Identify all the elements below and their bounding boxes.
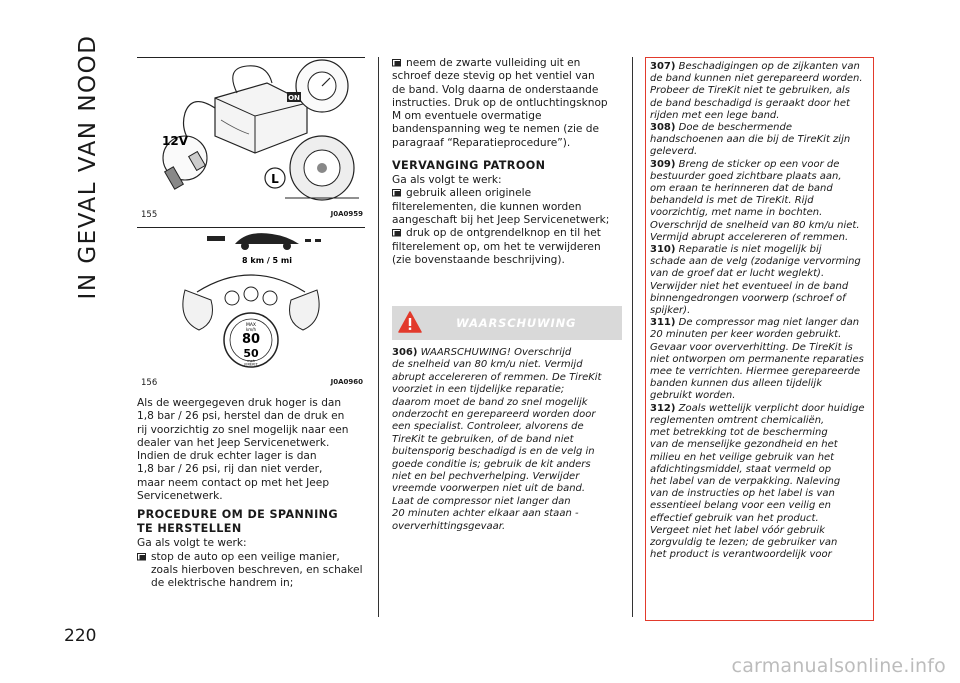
firekit-label: FIREKIT — [244, 362, 258, 367]
l-label: L — [271, 172, 279, 186]
note-number: 309) — [650, 158, 676, 170]
text-line: milieu en het veilige gebruik van het — [650, 451, 835, 463]
text-line: voorziet in een tijdelijke reparatie; — [392, 384, 565, 396]
column-1-text — [137, 397, 369, 591]
text-line: spijker). — [650, 305, 691, 317]
speed-distance-label: 8 km / 5 mi — [242, 256, 292, 265]
notes-list — [650, 61, 872, 561]
text-line: Doe de beschermende — [678, 122, 793, 134]
text-line: De compressor mag niet langer dan — [678, 317, 860, 329]
note-number: 306) — [392, 347, 418, 358]
text-line: Breng de sticker op een voor de — [678, 158, 840, 170]
note-308 — [650, 122, 872, 159]
mph-label: mph — [247, 359, 255, 363]
text-line: afdichtingsmiddel, staat vermeld op — [650, 463, 832, 475]
speed-sticker-illustration — [137, 230, 365, 370]
text-line: de snelheid van 80 km/u niet. Vermijd — [392, 359, 583, 371]
intro-paragraph — [137, 397, 369, 503]
text-line: de band. Volg daarna de onderstaande — [392, 83, 599, 96]
section-heading — [137, 508, 369, 536]
text-line: geleverd. — [650, 146, 698, 158]
text-line: reglementen omtrent chemicaliën, — [650, 414, 825, 426]
text-line: 1,8 bar / 26 psi, rij dan niet verder, — [137, 463, 323, 476]
kmh-label: km/h — [245, 327, 257, 332]
text-line: Beschadigingen op de zijkanten van — [678, 61, 860, 72]
list-item — [392, 227, 626, 240]
note-312 — [650, 403, 872, 562]
text-line: mee te verrichten. Hiermee gerepareerde — [650, 366, 861, 378]
text-line: stop de auto op een veilige manier, — [151, 550, 340, 563]
note-310 — [650, 244, 872, 317]
steps-intro: Ga als volgt te werk: — [392, 174, 502, 187]
figure-156 — [137, 230, 365, 390]
bullet-icon — [392, 229, 402, 237]
text-line: binnengedrongen voorwerp (schroef of — [650, 292, 846, 304]
text-line: abrupt accelereren of remmen. De TireKit — [392, 371, 602, 383]
text-line: TireKit te gebruiken, of de band niet — [392, 433, 574, 445]
text-line: schroef deze stevig op het ventiel van — [392, 70, 595, 83]
note-309 — [650, 159, 872, 244]
max-label: MAX — [245, 323, 257, 328]
column-divider — [632, 57, 633, 617]
paragraph — [392, 241, 626, 268]
text-line: effectief gebruik van het product. — [650, 512, 819, 524]
text-line: Servicenetwerk. — [137, 490, 223, 503]
text-line: handschoenen aan die bij de TireKit zijn — [650, 134, 851, 146]
text-line: 20 minuten achter elkaar aan staan - — [392, 508, 579, 520]
text-line: bandenspanning weg te nemen (zie de — [392, 123, 600, 136]
text-line: rij voorzichtig zo snel mogelijk naar een — [137, 423, 349, 436]
text-line: oververhittingsgevaar. — [392, 520, 506, 532]
text-line: Vermijd abrupt accelereren of remmen. — [650, 231, 849, 243]
watermark: carmanualsonline.info — [731, 655, 946, 677]
text-line: niet ontworpen om permanente reparaties — [650, 353, 864, 365]
list-item — [392, 187, 626, 200]
text-line: Probeer de TireKit niet te gebruiken, als — [650, 85, 850, 97]
text-line: Indien de druk echter lager is dan — [137, 450, 317, 463]
text-line: aangeschaft bij het Jeep Servicenetwerk; — [392, 213, 610, 226]
on-label: ON — [288, 94, 300, 102]
text-line: bestuurder goed zichtbare plaats aan, — [650, 170, 842, 182]
text-line: (zie bovenstaande beschrijving). — [392, 253, 565, 266]
warning-text — [392, 347, 620, 533]
text-line: van de menselijke gezondheid en het — [650, 439, 838, 451]
note-311 — [650, 317, 872, 402]
text-line: met betrekking tot de bescherming — [650, 427, 828, 439]
text-line: zorgvuldig te lezen; de gebruiker van — [650, 536, 838, 548]
note-number: 308) — [650, 122, 676, 134]
text-line: dealer van het Jeep Servicenetwerk. — [137, 436, 330, 449]
text-line: de band beschadigd is geraakt door het — [650, 97, 850, 109]
text-line: gebruik alleen originele — [406, 187, 532, 200]
text-line: voorzichtig, met name in bochten. — [650, 207, 823, 219]
note-number: 310) — [650, 244, 676, 256]
chapter-title — [70, 34, 106, 300]
text-line: Vergeet niet het label vóór gebruik — [650, 524, 825, 536]
max-kmh-value: 80 — [241, 332, 261, 347]
note-number: 312) — [650, 402, 676, 414]
figure-155 — [137, 58, 365, 223]
column-divider — [378, 57, 379, 617]
text-line: Overschrijd de snelheid van 80 km/u niet. — [650, 219, 860, 231]
text-line: het label van de verpakking. Naleving — [650, 475, 841, 487]
text-line: van de instructies op het label is van — [650, 488, 835, 500]
heading-line: PROCEDURE OM DE SPANNING — [137, 508, 338, 522]
text-line: vreemde voorwerpen niet uit de band. — [392, 483, 586, 495]
text-line: rijden met een lege band. — [650, 109, 780, 121]
warning-title: WAARSCHUWING — [456, 316, 577, 330]
column-2-text — [392, 57, 626, 267]
text-line: instructies. Druk op de ontluchtingsknop — [392, 96, 608, 109]
text-line: Reparatie is niet mogelijk bij — [678, 244, 822, 256]
heading-line: TE HERSTELLEN — [137, 522, 242, 536]
text-line: een specialist. Controleer, alvorens de — [392, 421, 584, 433]
tirekit-compressor-illustration — [137, 58, 365, 208]
text-line: buitensporig beschadigd is en de velg in — [392, 446, 595, 458]
text-line: de elektrische handrem in; — [151, 577, 294, 590]
section-heading: VERVANGING PATROON — [392, 159, 546, 173]
bullet-icon — [392, 59, 402, 67]
list-item — [392, 57, 626, 70]
text-line: onderzocht en gerepareerd worden door — [392, 409, 596, 421]
text-line: essentieel belang voor een veilig en — [650, 500, 831, 512]
note-307 — [650, 61, 872, 122]
text-line: om eraan te herinneren dat de band — [650, 183, 833, 195]
note-number: 307) — [650, 61, 676, 72]
paragraph — [392, 70, 626, 150]
text-line: de band kunnen niet gerepareerd worden. — [650, 73, 863, 85]
text-line: maar neem contact op met het Jeep — [137, 476, 330, 489]
text-line: van de groef dat er lucht weglekt). — [650, 268, 825, 280]
text-line: daarom moet de band zo snel mogelijk — [392, 396, 588, 408]
text-line: schade aan de velg (zodanige vervorming — [650, 256, 861, 268]
figure-divider — [137, 227, 365, 228]
text-line: M om eventuele overmatige — [392, 110, 542, 123]
text-line: 20 minuten per keer worden gebruikt. — [650, 329, 842, 341]
text-line: paragraaf “Reparatieprocedure”). — [392, 136, 571, 149]
text-line: 1,8 bar / 26 psi, herstel dan de druk en — [137, 410, 345, 423]
12v-label: 12V — [162, 134, 188, 148]
page-number: 220 — [64, 626, 97, 646]
text-line: Als de weergegeven druk hoger is dan — [137, 397, 342, 409]
list-item — [137, 551, 369, 591]
steps-intro: Ga als volgt te werk: — [137, 537, 247, 550]
figure-code: J0A0959 — [330, 210, 363, 218]
text-line: Zoals wettelijk verplicht door huidige — [678, 402, 865, 414]
chapter-title-text: IN GEVAL VAN NOOD — [75, 34, 101, 300]
text-line: zoals hierboven beschreven, en schakel — [151, 563, 363, 576]
text-line: behandeld is met de TireKit. Rijd — [650, 195, 814, 207]
text-line: Gevaar voor oververhitting. De TireKit is — [650, 341, 853, 353]
figure-code: J0A0960 — [330, 378, 363, 386]
text-line: Laat de compressor niet langer dan — [392, 495, 571, 507]
text-line: niet en bel pechverhelping. Verwijder — [392, 471, 580, 483]
text-line: WAARSCHUWING! Overschrijd — [420, 347, 572, 358]
text-line: gebruikt worden. — [650, 390, 736, 402]
text-line: goede conditie is; gebruik de kit anders — [392, 458, 591, 470]
figure-number: 155 — [141, 210, 158, 220]
text-line: filterelementen, die kunnen worden — [392, 200, 582, 213]
text-line: filterelement op, om het te verwijderen — [392, 240, 601, 253]
text-line: neem de zwarte vulleiding uit en — [406, 57, 581, 69]
figure-number: 156 — [141, 378, 158, 388]
note-number: 311) — [650, 317, 676, 329]
text-line: banden kunnen dus alleen tijdelijk — [650, 378, 822, 390]
text-line: het product is verantwoordelijk voor — [650, 549, 832, 561]
text-line: Verwijder niet het eventueel in de band — [650, 280, 849, 292]
paragraph — [392, 201, 626, 228]
bullet-icon — [137, 553, 147, 561]
bullet-icon — [392, 189, 402, 197]
warning-header — [392, 306, 622, 340]
max-mph-value: 50 — [243, 347, 259, 360]
warning-icon — [398, 310, 422, 334]
text-line: druk op de ontgrendelknop en til het — [406, 227, 601, 240]
